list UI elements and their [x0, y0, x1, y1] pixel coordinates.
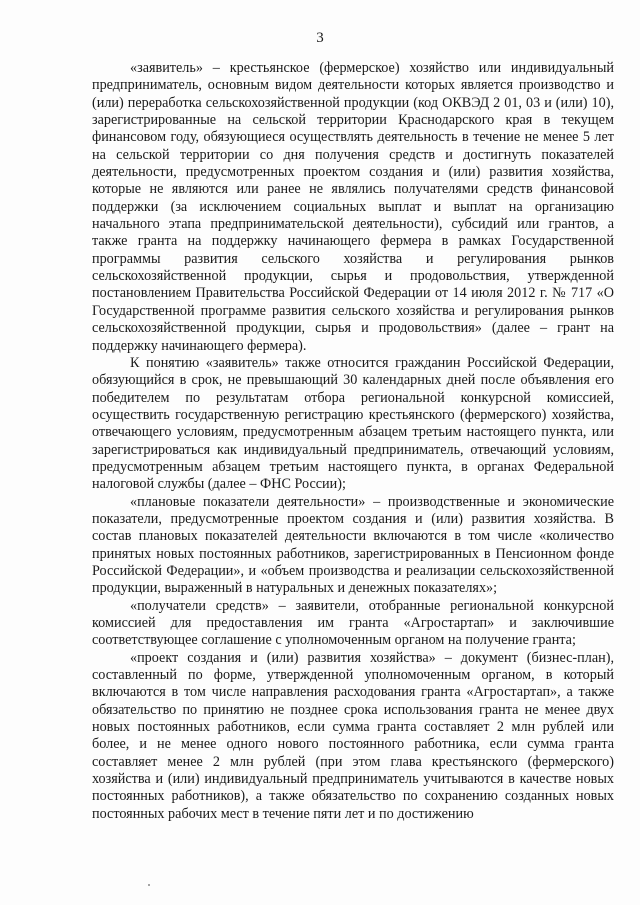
- paragraph-applicant-citizen: К понятию «заявитель» также относится гражданин Российской Федерации, обязующийся в срок, не превышающий 30 календарных дней после объявления его победителем по результатам отбора региональной конкурсной комиссией, осуществить государственную регистрацию крестьянского (фермерского) хозяйства, отвечающего условиям, предусмотренным абзацем третьим настоящего пункта, или зарегистрироваться как индивидуальный предприниматель, отвечающий условиям, предусмотренным абзацем третьим настоящего пункта, в органах Федеральной налоговой службы (далее – ФНС России);: [92, 354, 614, 493]
- scan-speck: [148, 884, 150, 886]
- paragraph-applicant-definition: «заявитель» – крестьянское (фермерское) хозяйство или индивидуальный предприниматель, основным видом деятельности которых является производство и (или) переработка сельскохозяйственной продукции (код ОКВЭД 2 01, 03 и (или) 10), зарегистрированные на сельской территории Краснодарского края в текущем финансовом году, обязующиеся осуществлять деятельность в течение не менее 5 лет на сельской территории со дня получения средств и достигнуть показателей деятельности, предусмотренных проектом создания и (или) развития хозяйства, которые не являются или ранее не являлись получателями средств финансовой поддержки (за исключением социальных выплат и выплат на организацию начального этапа предпринимательской деятельности), субсидий или грантов, а также гранта на поддержку начинающего фермера в рамках Государственной программы развития сельского хозяйства и регулирования рынков сельскохозяйственной продукции, сырья и продовольствия, утвержденной постановлением Правительства Российской Федерации от 14 июля 2012 г. № 717 «О Государственной программе развития сельского хозяйства и регулирования рынков сельскохозяйственной продукции, сырья и продовольствия» (далее – грант на поддержку начинающего фермера).: [92, 60, 614, 354]
- page-number: 3: [316, 30, 324, 46]
- paragraph-farm-project: «проект создания и (или) развития хозяйства» – документ (бизнес-план), составленный по форме, утвержденной уполномоченным органом, в который включаются в том числе направления расходования гранта «Агростартап», а также обязательство по принятию не позднее срока использования гранта не менее двух новых постоянных работников, если сумма гранта составляет 2 млн рублей или более, и не менее одного нового постоянного работника, если сумма гранта составляет менее 2 млн рублей (при этом глава крестьянского (фермерского) хозяйства и (или) индивидуальный предприниматель учитываются в качестве новых постоянных работников), а также обязательство по сохранению созданных новых постоянных рабочих мест в течение пяти лет и по достижению: [92, 649, 614, 822]
- paragraph-planned-indicators: «плановые показатели деятельности» – производственные и экономические показатели, предусмотренные проектом создания и (или) развития хозяйства. В состав плановых показателей деятельности включаются в том числе «количество принятых новых постоянных работников, зарегистрированных в Пенсионном фонде Российской Федерации», и «объем производства и реализации сельскохозяйственной продукции, выраженный в натуральных и денежных показателях»;: [92, 493, 614, 597]
- paragraph-recipients: «получатели средств» – заявители, отобранные региональной конкурсной комиссией для предоставления им гранта «Агростартап» и заключившие соответствующее соглашение с уполномоченным органом на получение гранта;: [92, 597, 614, 649]
- document-body: [92, 60, 614, 823]
